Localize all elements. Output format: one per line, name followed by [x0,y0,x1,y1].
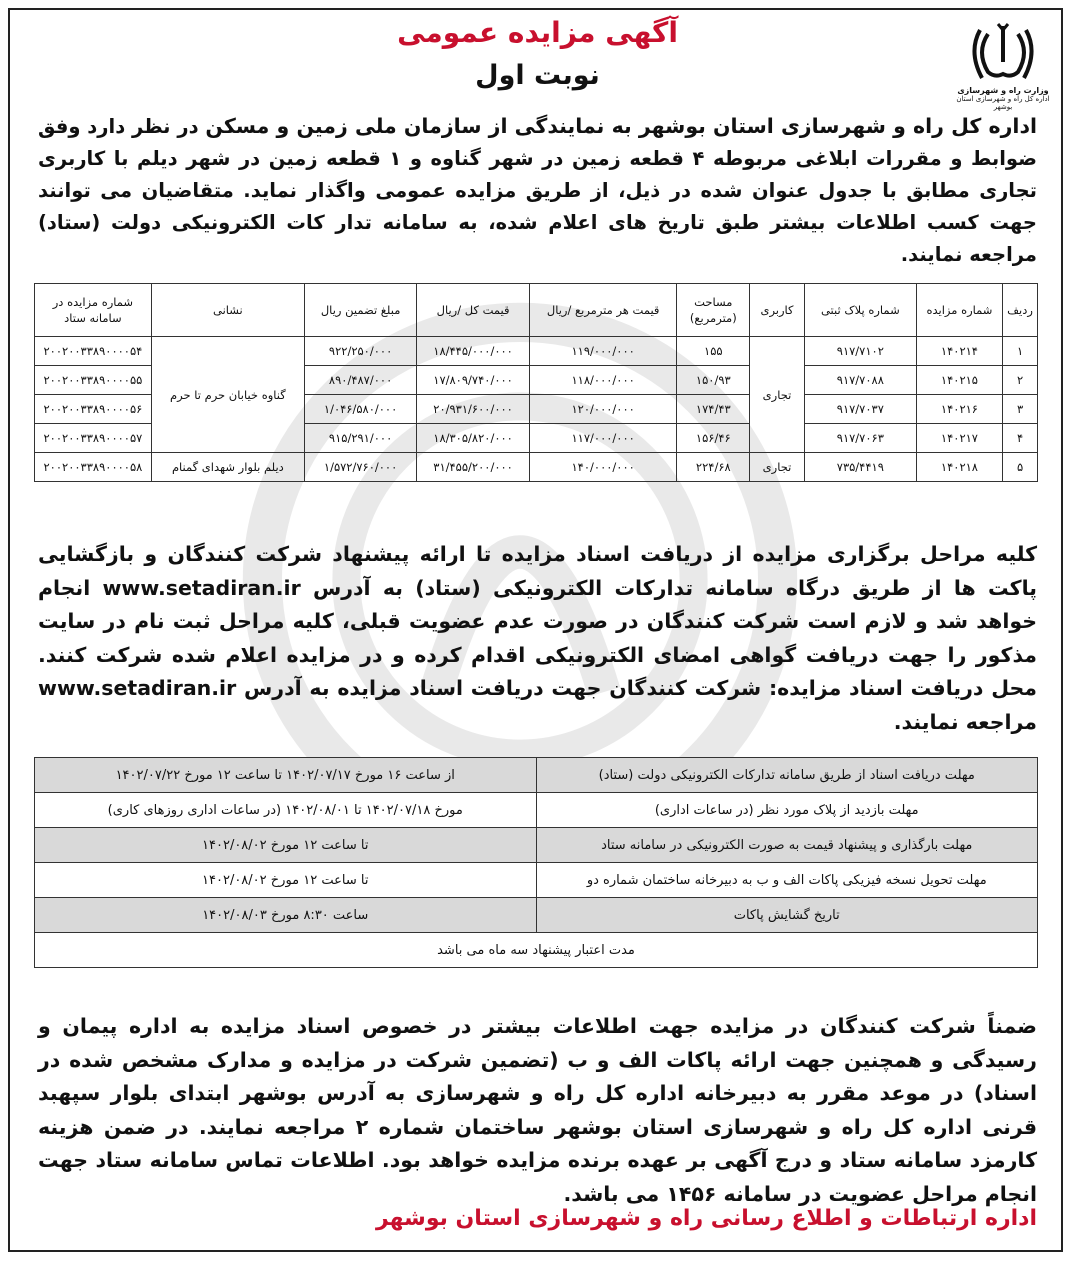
footer-publisher: اداره ارتباطات و اطلاع رسانی راه و شهرسازی استان بوشهر [375,1206,1037,1231]
cell-row-no: ۱ [1003,337,1038,366]
schedule-footer-row [35,933,1038,968]
logo-office-name: اداره کل راه و شهرسازی استان بوشهر [956,95,1050,111]
col-plate-no: شماره پلاک ثبتی [804,284,916,337]
schedule-value: تا ساعت ۱۲ مورخ ۱۴۰۲/۰۸/۰۲ [35,863,537,898]
schedule-value: از ساعت ۱۶ مورخ ۱۴۰۲/۰۷/۱۷ تا ساعت ۱۲ مورخ ۱۴۰۲/۰۷/۲۲ [35,758,537,793]
cell-area: ۱۵۶/۴۶ [677,424,750,453]
cell-auction-no: ۱۴۰۲۱۶ [916,395,1002,424]
cell-row-no: ۴ [1003,424,1038,453]
col-usage: کاربری [750,284,805,337]
cell-row-no: ۲ [1003,366,1038,395]
cell-unit-price: ۱۴۰/۰۰۰/۰۰۰ [529,453,677,482]
cell-setad-no: ۲۰۰۲۰۰۳۳۸۹۰۰۰۰۵۵ [35,366,152,395]
intro-paragraph [38,110,1037,271]
cell-address-group: گناوه خیابان حرم تا حرم [151,337,304,453]
schedule-row [35,793,1038,828]
page-title: آگهی مزایده عمومی [397,16,678,49]
cell-area: ۱۵۰/۹۳ [677,366,750,395]
cell-address: دیلم بلوار شهدای گمنام [151,453,304,482]
cell-deposit: ۱/۰۴۶/۵۸۰/۰۰۰ [304,395,416,424]
cell-usage: تجاری [750,453,805,482]
cell-total-price: ۱۷/۸۰۹/۷۴۰/۰۰۰ [417,366,530,395]
intro-bold-lead: اداره کل راه و شهرسازی استان بوشهر به نمایندگی از سازمان ملی زمین و مسکن [205,114,1037,138]
cell-total-price: ۲۰/۹۳۱/۶۰۰/۰۰۰ [417,395,530,424]
schedule-value: تا ساعت ۱۲ مورخ ۱۴۰۲/۰۸/۰۲ [35,828,537,863]
col-unit-price: قیمت هر مترمربع /ریال [529,284,677,337]
col-deposit: مبلغ تضمین ریال [304,284,416,337]
col-total-price: قیمت کل /ریال [417,284,530,337]
schedule-value: مورخ ۱۴۰۲/۰۷/۱۸ تا ۱۴۰۲/۰۸/۰۱ (در ساعات اداری روزهای کاری) [35,793,537,828]
closing-paragraph: ضمناً شرکت کنندگان در مزایده جهت اطلاعات بیشتر در خصوص اسناد مزایده به اداره پیمان و رسیدگی و همچنین جهت ارائه پاکات الف و ب (تضمین شرکت در مزایده و مدارک مشخص شده در اسناد) در موعد مقرر به دبیرخانه اداره کل راه و شهرسازی به آدرس بوشهر ابتدای بلوار سپهبد قرنی اداره کل راه و شهرسازی استان بوشهر ساختمان شماره ۲ مراجعه نمایند. در ضمن هزینه کارمزد سامانه ستاد و درج آگهی بر عهده برنده مزایده خواهد بود. اطلاعات تماس سامانه ستاد جهت انجام مراحل عضویت در سامانه ۱۴۵۶ می باشد. [38,1014,1037,1206]
schedule-table [34,757,1038,968]
cell-auction-no: ۱۴۰۲۱۵ [916,366,1002,395]
cell-plate-no: ۹۱۷/۷۱۰۲ [804,337,916,366]
table-row [35,453,1038,482]
col-setad-no: شماره مزایده در سامانه ستاد [35,284,152,337]
cell-setad-no: ۲۰۰۲۰۰۳۳۸۹۰۰۰۰۵۶ [35,395,152,424]
cell-plate-no: ۹۱۷/۷۰۳۷ [804,395,916,424]
cell-unit-price: ۱۲۰/۰۰۰/۰۰۰ [529,395,677,424]
table-row [35,337,1038,366]
cell-setad-no: ۲۰۰۲۰۰۳۳۸۹۰۰۰۰۵۴ [35,337,152,366]
cell-total-price: ۱۸/۳۰۵/۸۲۰/۰۰۰ [417,424,530,453]
cell-auction-no: ۱۴۰۲۱۴ [916,337,1002,366]
schedule-row [35,828,1038,863]
cell-auction-no: ۱۴۰۲۱۷ [916,424,1002,453]
cell-plate-no: ۹۱۷/۷۰۸۸ [804,366,916,395]
cell-setad-no: ۲۰۰۲۰۰۳۳۸۹۰۰۰۰۵۷ [35,424,152,453]
cell-total-price: ۳۱/۴۵۵/۲۰۰/۰۰۰ [417,453,530,482]
cell-setad-no: ۲۰۰۲۰۰۳۳۸۹۰۰۰۰۵۸ [35,453,152,482]
cell-auction-no: ۱۴۰۲۱۸ [916,453,1002,482]
cell-area: ۲۲۴/۶۸ [677,453,750,482]
auction-table-header [35,284,1038,337]
schedule-label: تاریخ گشایش پاکات [536,898,1038,933]
cell-row-no: ۵ [1003,453,1038,482]
cell-usage-group: تجاری [750,337,805,453]
cell-plate-no: ۹۱۷/۷۰۶۳ [804,424,916,453]
auction-table [34,283,1038,482]
schedule-row [35,758,1038,793]
schedule-label: مهلت بازدید از پلاک مورد نظر (در ساعات اداری) [536,793,1038,828]
procedure-paragraph: کلیه مراحل برگزاری مزایده از دریافت اسناد مزایده تا ارائه پیشنهاد شرکت کنندگان و بازگشایی پاکت ها از طریق درگاه سامانه تدارکات الکترونیکی (ستاد) به آدرس www.setadiran.ir انجام خواهد شد و لازم است شرکت کنندگان در صورت عدم عضویت قبلی، کلیه مراحل ثبت نام در سایت مذکور را جهت دریافت گواهی امضای الکترونیکی اقدام کرده و در مزایده اعلام شده شرکت کنند. محل دریافت اسناد مزایده: شرکت کنندگان جهت دریافت اسناد مزایده به آدرس www.setadiran.ir مراجعه نمایند. [38,542,1037,734]
schedule-row [35,898,1038,933]
cell-plate-no: ۷۳۵/۴۴۱۹ [804,453,916,482]
cell-area: ۱۵۵ [677,337,750,366]
cell-deposit: ۱/۵۷۲/۷۶۰/۰۰۰ [304,453,416,482]
col-address: نشانی [151,284,304,337]
schedule-label: مهلت بارگذاری و پیشنهاد قیمت به صورت الکترونیکی در سامانه ستاد [536,828,1038,863]
col-row-no: ردیف [1003,284,1038,337]
cell-area: ۱۷۴/۴۳ [677,395,750,424]
cell-deposit: ۹۱۵/۲۹۱/۰۰۰ [304,424,416,453]
cell-total-price: ۱۸/۴۴۵/۰۰۰/۰۰۰ [417,337,530,366]
cell-unit-price: ۱۱۷/۰۰۰/۰۰۰ [529,424,677,453]
schedule-value: ساعت ۸:۳۰ مورخ ۱۴۰۲/۰۸/۰۳ [35,898,537,933]
cell-deposit: ۸۹۰/۴۸۷/۰۰۰ [304,366,416,395]
logo-ministry-name: وزارت راه و شهرسازی [957,86,1049,95]
schedule-row [35,863,1038,898]
col-area: مساحت (مترمربع) [677,284,750,337]
page-subtitle: نوبت اول [475,60,600,91]
schedule-footer: مدت اعتبار پیشنهاد سه ماه می باشد [35,933,1038,968]
schedule-label: مهلت تحویل نسخه فیزیکی پاکات الف و ب به دبیرخانه ساختمان شماره دو [536,863,1038,898]
cell-deposit: ۹۲۲/۲۵۰/۰۰۰ [304,337,416,366]
cell-unit-price: ۱۱۸/۰۰۰/۰۰۰ [529,366,677,395]
schedule-label: مهلت دریافت اسناد از طریق سامانه تدارکات الکترونیکی دولت (ستاد) [536,758,1038,793]
cell-unit-price: ۱۱۹/۰۰۰/۰۰۰ [529,337,677,366]
intro-text: در نظر دارد وفق ضوابط و مقررات ابلاغی مربوطه ۴ قطعه زمین در شهر گناوه و ۱ قطعه زمین در شهر دیلم با کاربری تجاری مطابق با جدول عنوان شده در ذیل، از طریق مزایده عمومی واگذار نماید. متقاضیان می توانند جهت کسب اطلاعات بیشتر طبق تاریخ های اعلام شده، به سامانه تدار کات الکترونیکی دولت (ستاد) مراجعه نمایند. [38,115,1037,266]
cell-row-no: ۳ [1003,395,1038,424]
col-auction-no: شماره مزایده [916,284,1002,337]
